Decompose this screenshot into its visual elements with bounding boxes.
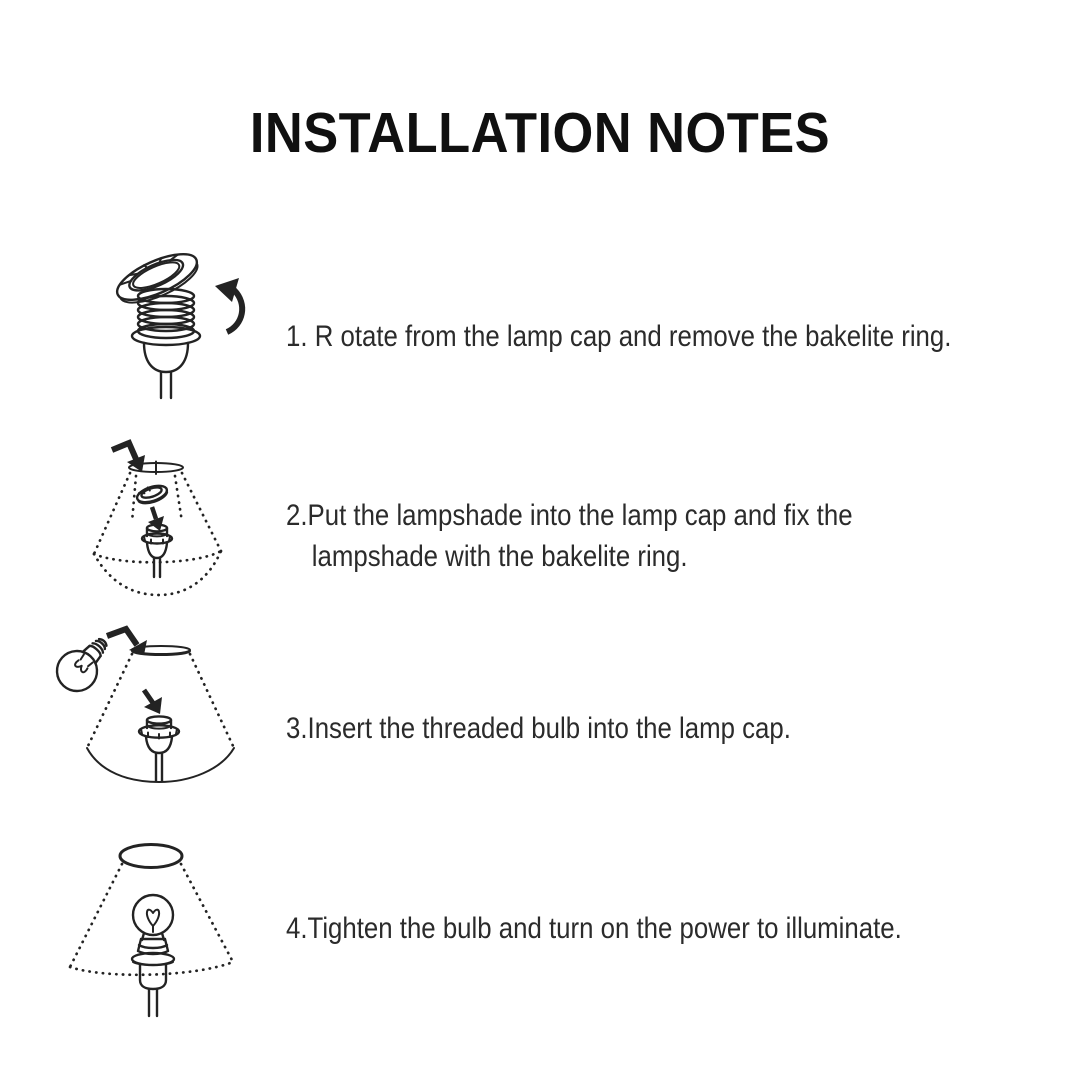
step-1-figure xyxy=(80,240,260,400)
step-3-instruction: Insert the threaded bulb into the lamp cap. xyxy=(307,712,791,745)
lampshade-into-lamp-cap-icon xyxy=(60,430,260,600)
small-down-arrow-icon xyxy=(148,507,164,531)
lampshade-dotted-drawing xyxy=(87,646,234,782)
small-down-arrow-icon xyxy=(144,690,162,714)
step-1-instruction: R otate from the lamp cap and remove the bakelite ring. xyxy=(314,320,952,353)
step-4-text xyxy=(286,908,902,949)
step-2-number: 2. xyxy=(286,499,308,532)
step-4-figure xyxy=(45,820,260,1020)
step-4-line-1 xyxy=(286,908,902,949)
step-4-instruction: Tighten the bulb and turn on the power to illuminate. xyxy=(307,912,902,945)
bulb-into-lamp-cap-icon xyxy=(40,620,260,800)
socket-drawing xyxy=(142,525,172,577)
step-4-number: 4. xyxy=(286,912,308,945)
step-3-number: 3. xyxy=(286,712,308,745)
bulb-in-socket-drawing xyxy=(132,895,174,1016)
step-3-figure xyxy=(40,620,260,800)
threaded-socket-drawing xyxy=(132,289,200,398)
step-2-line-2: lampshade with the bakelite ring. xyxy=(311,540,688,573)
rotate-arrow-icon xyxy=(215,278,242,332)
step-2-figure xyxy=(60,430,260,600)
step-2-line-1 xyxy=(286,495,853,536)
lamp-cap-rotate-icon xyxy=(80,240,260,400)
step-2-instruction: Put the lampshade into the lamp cap and fix the xyxy=(307,499,853,532)
step-1-text xyxy=(286,316,951,357)
step-2-text xyxy=(286,495,853,577)
page-title: INSTALLATION NOTES xyxy=(249,101,831,165)
insert-arrow-icon xyxy=(107,629,147,655)
bakelite-ring-drawing xyxy=(135,482,169,507)
step-1-number: 1. xyxy=(286,320,315,353)
tighten-bulb-illuminate-icon xyxy=(45,820,260,1020)
step-3-line-1 xyxy=(286,708,791,749)
lampshade-dotted-drawing xyxy=(70,845,233,975)
step-3-text xyxy=(286,708,791,749)
socket-drawing xyxy=(139,716,179,781)
step-1-line-1 xyxy=(286,316,951,357)
